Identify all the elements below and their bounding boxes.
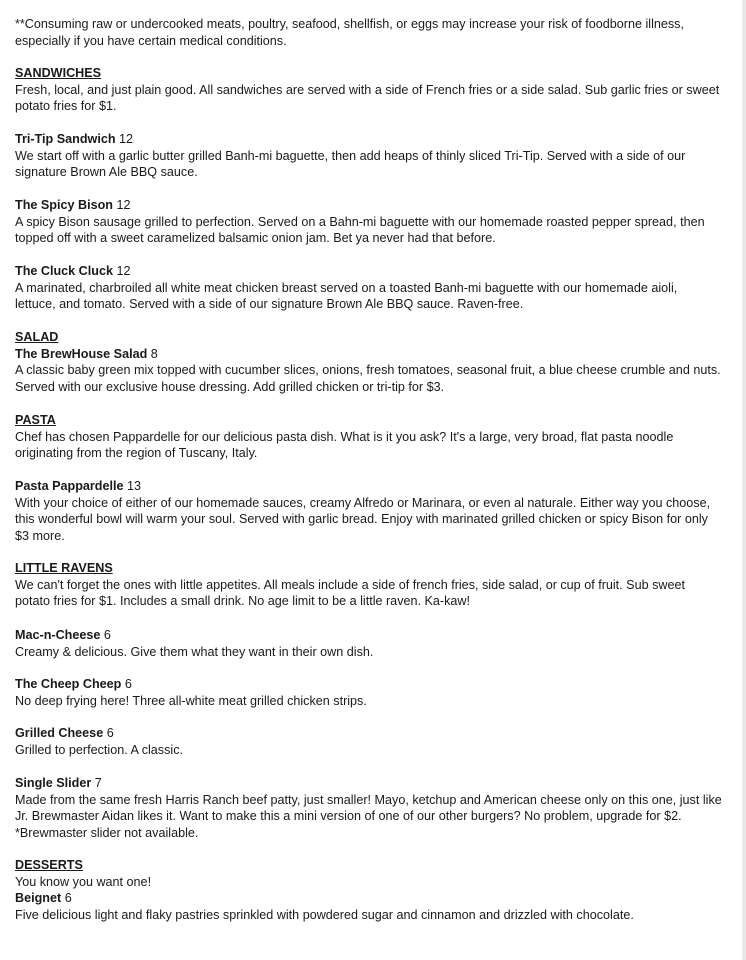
item-desc-line: lettuce, and tomato. Served with a side of our signature Brown Ale BBQ sauce. Raven-free. [15, 297, 524, 311]
item-price: 6 [124, 677, 132, 691]
item-price: 8 [150, 346, 158, 361]
item-name: The Cluck Cluck [15, 264, 113, 278]
section-heading: PASTA [15, 413, 56, 427]
item-desc-line: With your choice of either of our homemade sauces, creamy Alfredo or Marinara, or even al naturale. Either way you choose, [15, 495, 711, 510]
section-sandwiches [15, 65, 731, 115]
menu-item-pasta-pappardelle [15, 478, 731, 544]
item-desc-line: No deep frying here! Three all-white meat grilled chicken strips. [15, 693, 367, 708]
item-desc-line: A classic baby green mix topped with cucumber slices, onions, fresh tomatoes, seasonal fruit, a blue cheese crumble and nuts. [15, 363, 721, 377]
section-heading: LITTLE RAVENS [15, 561, 113, 575]
item-desc-line: We start off with a garlic butter grilled Banh-mi baguette, then add heaps of thinly sliced Tri-Tip. Served with a side of our [15, 148, 686, 163]
section-little-ravens [15, 560, 731, 610]
item-desc-line: Creamy & delicious. Give them what they want in their own dish. [15, 644, 374, 659]
item-price: 6 [106, 726, 114, 740]
item-desc-line: Made from the same fresh Harris Ranch beef patty, just smaller! Mayo, ketchup and American cheese only on this one, just like [15, 792, 722, 807]
menu-item-tri-tip-sandwich [15, 131, 731, 181]
item-desc-line: Five delicious light and flaky pastries sprinkled with powdered sugar and cinnamon and drizzled with chocolate. [15, 907, 634, 922]
item-price: 6 [64, 891, 72, 905]
section-heading: SANDWICHES [15, 66, 102, 80]
item-name: The Cheep Cheep [15, 677, 122, 691]
section-desserts [15, 857, 731, 923]
item-desc-line: Grilled to perfection. A classic. [15, 742, 183, 757]
disclaimer-line: **Consuming raw or undercooked meats, poultry, seafood, shellfish, or eggs may increase your risk of foodborne illness, [15, 17, 684, 31]
menu-item-cheep-cheep [15, 676, 731, 709]
section-intro-line: We can't forget the ones with little appetites. All meals include a side of french fries, side salad, or cup of fruit. Sub sweet [15, 577, 685, 592]
page-edge-divider [742, 0, 746, 960]
item-name: Tri-Tip Sandwich [15, 132, 116, 146]
section-salad [15, 329, 731, 395]
section-heading: DESSERTS [15, 858, 83, 872]
item-name: The BrewHouse Salad [15, 346, 148, 361]
item-price: 7 [94, 776, 102, 790]
item-price: 13 [127, 479, 142, 493]
item-name: The Spicy Bison [15, 198, 113, 212]
section-intro-line: Chef has chosen Pappardelle for our delicious pasta dish. What is it you ask? It's a large, very broad, flat pasta noodle [15, 429, 674, 444]
section-intro-line: potato fries for $1. [15, 99, 117, 113]
section-intro-line: originating from the region of Tuscany, Italy. [15, 446, 258, 460]
item-name: Grilled Cheese [15, 726, 104, 740]
item-price: 12 [119, 132, 134, 146]
item-desc-line: $3 more. [15, 528, 65, 543]
item-name: Beignet [15, 891, 62, 905]
item-desc-line: *Brewmaster slider not available. [15, 825, 199, 840]
item-desc-line: Served with our exclusive house dressing. Add grilled chicken or tri-tip for $3. [15, 379, 445, 394]
item-desc-line: this wonderful bowl will warm your soul. Served with garlic bread. Enjoy with marinated grilled chicken or spicy Bison for only [15, 512, 708, 526]
item-name: Single Slider [15, 776, 92, 790]
menu-item-spicy-bison [15, 197, 731, 247]
menu-item-grilled-cheese [15, 725, 731, 758]
item-price: 6 [103, 628, 111, 642]
item-price: 12 [116, 198, 131, 212]
section-intro-line: Fresh, local, and just plain good. All sandwiches are served with a side of French fries or a side salad. Sub garlic fries or sweet [15, 82, 720, 97]
menu-item-mac-n-cheese [15, 627, 731, 660]
disclaimer-line: especially if you have certain medical conditions. [15, 33, 287, 48]
section-heading: SALAD [15, 330, 59, 344]
disclaimer [15, 16, 731, 49]
item-name: Mac-n-Cheese [15, 628, 101, 642]
section-pasta [15, 412, 731, 462]
item-desc-line: A spicy Bison sausage grilled to perfection. Served on a Bahn-mi baguette with our homemade roasted pepper spread, then [15, 214, 705, 229]
menu-item-cluck-cluck [15, 263, 731, 313]
item-desc-line: signature Brown Ale BBQ sauce. [15, 165, 198, 179]
menu-item-single-slider [15, 775, 731, 841]
item-price: 12 [116, 264, 131, 278]
section-intro-line: potato fries for $1. Includes a small drink. No age limit to be a little raven. Ka-kaw! [15, 594, 470, 608]
item-name: Pasta Pappardelle [15, 479, 124, 493]
item-desc-line: topped off with a sweet caramelized balsamic onion jam. Bet ya never had that before. [15, 231, 496, 245]
item-desc-line: Jr. Brewmaster Aidan likes it. Want to make this a mini version of one of our other burgers? No problem, upgrade for $2. [15, 809, 682, 823]
section-intro-line: You know you want one! [15, 874, 152, 889]
item-desc-line: A marinated, charbroiled all white meat chicken breast served on a toasted Banh-mi baguette with our homemade aioli, [15, 280, 678, 295]
